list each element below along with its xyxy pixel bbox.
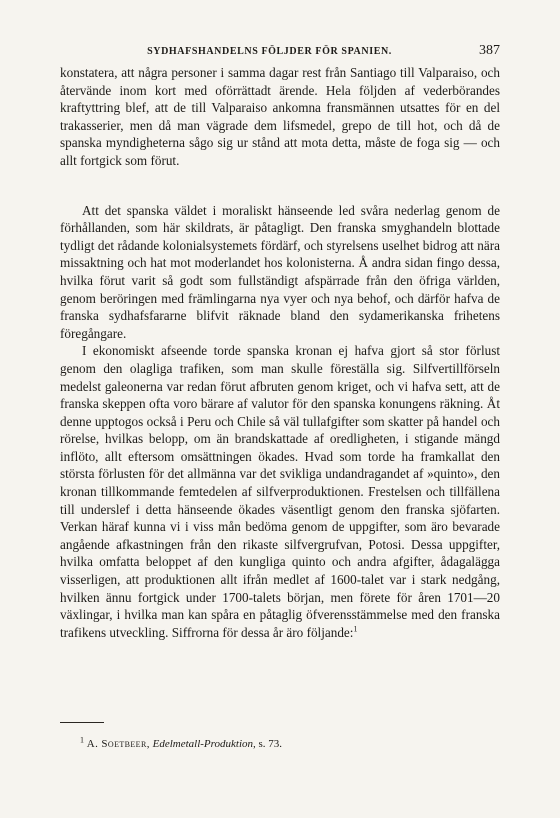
footnote-page: s. 73. [258,738,283,750]
footnote-marker: 1 [80,735,84,745]
page-header [60,43,500,59]
footnote-author: A. Soetbeer, [86,738,150,750]
page-body [60,64,500,641]
paragraph-3-text: I ekonomiskt afseende torde spanska kronan ej hafva gjort så stor förlust genom den olagliga trafiken, som man skulle föreställa sig. Silfvertillförseln medelst galeonerna var redan förut afbruten genom kriget, och vi hafva sett, att de franska skeppen ofta voro bärare af valutor för den spanska konungens räkning. Åt denne upptogos också i Peru och Chile så väl tullafgifter som skatter på handel och rörelse, hvilkas belopp, om än brandskattade af oredligheten, i stigande mängd inflöto, allt eftersom omsättningen ökades. Hvad som torde ha framkallat den största förlusten för det allmänna var det svikliga undandragandet af »quinto», den kronan tillkommande femtedelen af silfverproduktionen. Frestelsen och tillfällena till underslef i detta hänseende ökades väsentligt genom den franska sjöfarten. Verkan häraf kunna vi i viss mån bedöma genom de uppgifter, som äro bevarade angående afkastningen från den rikaste silfvergrufvan, Potosi. Dessa uppgifter, hvilka omfatta beloppet af den kungliga quinto och andra afgifter, ådagalägga visserligen, att produktionen allt ifrån medlet af 1600-talet var i stark nedgång, hvilken ännu fortgick under 1700-talets början, men förete för åren 1701—20 växlingar, i hvilka man kan spåra en påtaglig öfverensstämmelse med den franska trafikens utveckling. Siffrorna för dessa år äro följande: [60,343,500,640]
running-head: SYDHAFSHANDELNS FÖLJDER FÖR SPANIEN. [147,46,392,57]
paragraph-3 [60,342,500,641]
footnote [80,735,500,750]
paragraph-1: konstatera, att några personer i samma dagar rest från Santiago till Valparaiso, och återvände inom kort med oförrättadt ärende. Hela följden af vederbörandes kraftyttring blef, att de till Valparaiso ankomna fransmännen utsattes för en del trakasserier, men då man vägrade dem lifsmedel, grepo de till hot, och då de spanska myndigheterna sågo sig ur stånd att mota detta, måste de foga sig — och allt fortgick som förut. [60,65,500,168]
paragraph-gap [60,170,500,202]
page-number: 387 [479,43,500,58]
paragraph-2: Att det spanska väldet i moraliskt hänseende led svåra nederlag genom de förhållanden, som här skildrats, är påtagligt. Den franska smyghandeln blottade tydligt det rådande kolonialsystemets fördärf, och styrelsens uselhet bidrog att nära missaktning och hat mot moderlandet hos kolonisterna. Å andra sidan fingo dessa, hvilka förut varit så godt som fullständigt afspärrade från den öfriga världen, genom beröringen med främlingarna nya vyer och nya behof, och därför hafva de franska sydhafsfararne blifvit räknade bland den sydamerikanska frihetens föregångare. [60,202,500,341]
footnote-title: Edelmetall-Produktion, [152,738,256,750]
footnote-rule [60,722,104,723]
footnote-reference: 1 [353,624,358,634]
